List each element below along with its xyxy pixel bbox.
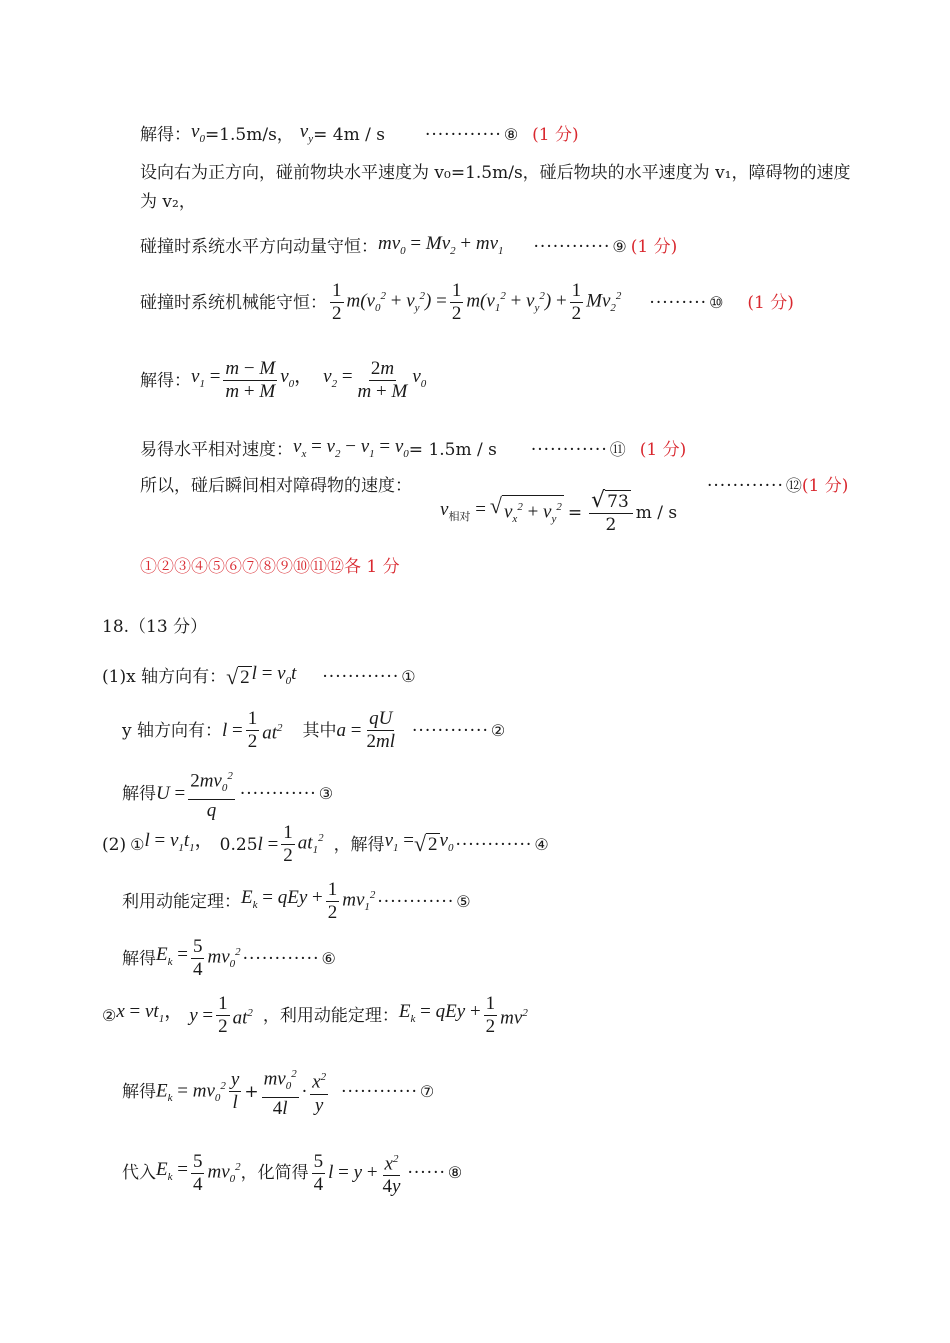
eq-at2: $at^2$	[232, 1006, 253, 1029]
eq-v1: $v_1$ =	[191, 366, 221, 390]
kinetic-line1	[122, 879, 471, 924]
fraction-mv0-4l: $\frac{mv_0^2}{4l}$	[262, 1063, 299, 1120]
marker-7: ⑦	[419, 1081, 435, 1101]
marker-3: ③	[318, 783, 334, 803]
eq-y: y =	[189, 1004, 214, 1026]
score-9: (1 分)	[630, 237, 678, 258]
score-12: (1 分)	[801, 476, 849, 496]
label-instant: 所以，碰后瞬间相对障碍物的速度：	[140, 476, 412, 496]
eq-x: $l = v_0t$	[251, 663, 297, 687]
eq-Ek: $E_k$ =	[156, 1158, 188, 1183]
solution-line-8	[140, 121, 579, 150]
fraction-qU: $\frac{qU}{2ml}$	[366, 708, 396, 752]
leader-dots: ············	[455, 834, 533, 855]
marker-8: ⑧	[503, 125, 519, 145]
part2-line2	[102, 993, 528, 1038]
label-huajiande: ，化简得	[240, 1163, 309, 1184]
fraction-y-l: $\frac{y}{l}$	[230, 1069, 240, 1114]
fraction-U: $\frac{2mv_0^2}{q}$	[188, 765, 235, 822]
leader-dots: ············	[377, 891, 455, 912]
sub-marker-2: ②	[102, 1005, 117, 1025]
eq-mv2: $mv^2$	[500, 1006, 528, 1029]
fraction-half: $\frac{1}{2}$	[485, 993, 496, 1037]
instant-velocity-eq: $v_{相对}$ = √ $v_x^2 + v_y^2$ = √ 73 2 m / s	[440, 488, 678, 535]
eq-energy-mid: $m(v_1^2 + v_y^2)$ +	[466, 290, 567, 315]
label-energy: 碰撞时系统机械能守恒：	[140, 292, 327, 313]
marker-1: ①	[401, 667, 416, 687]
label-jiede: 解得：	[140, 125, 191, 146]
eq-Ek: $E_k$ = qEy +	[241, 887, 323, 911]
label-kinetic2: ，利用动能定理：	[262, 1005, 399, 1026]
label-jiede-comma: ，解得	[333, 834, 385, 855]
leader-dots: ·········	[649, 292, 708, 313]
eq-v2: $v_2$ =	[323, 366, 353, 390]
momentum-line	[140, 233, 677, 262]
fraction-half: $\frac{1}{2}$	[451, 280, 462, 324]
eq-v0-value: =1.5m/s，	[204, 125, 294, 146]
solve-Ek-general-line: 解得 $E_k = mv_0^2$ $\frac{y}{l}$ + $\frac{mv_0^2}{4l}$ · $\frac{x^2}{y}$ ············ ⑦	[122, 1063, 434, 1120]
marker-8: ⑧	[447, 1163, 463, 1183]
instant-score	[705, 475, 848, 497]
question-18-title: 18.（13 分）	[102, 617, 208, 637]
setup-paragraph: 设向右为正方向，碰前物块水平速度为 v₀=1.5m/s，碰后物块的水平速度为 v₁，障碍物的速度为 v₂，	[140, 163, 851, 212]
fraction-half: $\frac{1}{2}$	[247, 708, 258, 752]
substitute-line	[122, 1148, 462, 1198]
fraction-v1: $\frac{m - M}{m + M}$	[225, 358, 276, 402]
marker-9: ⑨	[612, 237, 627, 257]
leader-dots: ············	[412, 720, 489, 741]
sub-marker-1: ①	[130, 834, 145, 854]
leader-dots: ············	[530, 440, 608, 461]
fraction-5-4: $\frac{5}{4}$	[192, 1150, 203, 1195]
fraction-half: $\frac{1}{2}$	[283, 822, 293, 866]
num-025: 0.25	[219, 834, 258, 855]
leader-dots: ············	[341, 1081, 418, 1102]
eq-025l: l =	[257, 833, 279, 855]
label-jiede: 解得：	[140, 370, 191, 391]
label-part1: (1)	[102, 667, 127, 688]
marker-5: ⑤	[456, 891, 471, 911]
label-part2: (2)	[102, 834, 127, 855]
fraction-v2: $\frac{2m}{m + M}$	[357, 358, 408, 402]
eq-U: U =	[156, 782, 186, 804]
eq-vrel: $v_{相对}$ =	[440, 498, 486, 523]
leader-dots: ············	[424, 125, 502, 146]
part1-x-line	[102, 663, 416, 692]
sqrt-vx-vy: √ $v_x^2 + v_y^2$	[490, 495, 564, 530]
label-kinetic: 利用动能定理：	[122, 891, 241, 912]
label-jiede: 解得	[122, 1081, 156, 1102]
fraction-5-4: $\frac{5}{4}$	[192, 936, 203, 980]
eq-v0-factor: $v_0$，	[280, 366, 314, 390]
label-momentum: 碰撞时系统水平方向动量守恒：	[140, 237, 378, 258]
relative-velocity-line	[140, 436, 686, 465]
part2-line1	[102, 822, 549, 867]
eq-vx-value: = 1.5m / s	[408, 440, 497, 461]
eq-mv0: $mv_0^2$	[207, 1161, 241, 1186]
leader-dots: ············	[242, 948, 320, 969]
eq-energy-left: $m(v_0^2 + v_y^2)$ =	[346, 290, 447, 315]
fraction-5-4: $\frac{5}{4}$	[313, 1150, 324, 1195]
eq-l-y: l = y +	[328, 1162, 378, 1184]
instant-velocity-label-line	[140, 475, 412, 497]
marker-11: ⑪	[609, 440, 626, 460]
score-8: (1 分)	[532, 125, 579, 146]
label-relvel: 易得水平相对速度：	[140, 440, 293, 461]
eq-v1: $v_1$ =	[384, 830, 414, 854]
fraction-x2-4y: $\frac{x^2}{4y}$	[381, 1148, 403, 1198]
fraction-half: $\frac{1}{2}$	[218, 993, 228, 1037]
eq-Ek: $E_k$ = qEy +	[398, 1001, 481, 1025]
fraction-half: $\frac{1}{2}$	[327, 879, 338, 923]
eq-l: l =	[222, 719, 243, 741]
unit-ms: m / s	[635, 503, 678, 523]
fraction-sqrt73: √ 73 2	[589, 490, 633, 536]
score-summary: ①②③④⑤⑥⑦⑧⑨⑩⑪⑫各 1 分	[140, 557, 400, 577]
eq-v0: $v_0$	[439, 830, 454, 854]
label-qizhong: 其中	[302, 720, 337, 741]
marker-4: ④	[534, 834, 549, 854]
eq-v0-factor: $v_0$	[412, 366, 427, 390]
leader-dots: ············	[533, 237, 611, 258]
score-10: (1 分)	[747, 292, 794, 313]
eq-Ek: $E_k = mv_0^2$	[156, 1079, 226, 1104]
eq-Ek: $E_k$ =	[156, 944, 188, 968]
eq-mv1: $mv_1^2$	[342, 889, 376, 914]
leader-dots: ············	[322, 667, 400, 688]
eq-momentum: $mv_0 = Mv_2 + mv_1$	[378, 233, 504, 257]
eq-sqrt2: √ 2	[413, 831, 438, 856]
eq-v0: $v_0$	[191, 121, 205, 145]
marker-6: ⑥	[321, 948, 336, 968]
fraction-half: $\frac{1}{2}$	[332, 280, 342, 324]
solve-U-line	[122, 765, 333, 822]
solve-v1-v2-line	[140, 358, 426, 403]
fraction-x2-y: $\frac{x^2}{y}$	[310, 1066, 328, 1116]
label-x-axis: x 轴方向有：	[126, 667, 227, 688]
label-jiede: 解得	[122, 783, 156, 804]
eq-at1: $at_1^2$	[297, 832, 324, 857]
eq-vy-value: = 4m / s	[313, 125, 385, 146]
score-11: (1 分)	[639, 440, 687, 461]
eq-x-vt: $x = vt_1$，	[116, 1001, 184, 1025]
label-jiede: 解得	[122, 948, 156, 969]
eq-a: a =	[336, 719, 362, 741]
eq-vx: $v_x = v_2 - v_1 = v_0$	[293, 436, 409, 460]
eq-l-v1t1: $l = v_1t_1$，	[144, 830, 214, 854]
leader-dots: ············	[239, 783, 317, 804]
eq-vy: $v_y$	[299, 121, 314, 145]
energy-line	[140, 280, 794, 325]
part1-y-line	[122, 708, 505, 753]
eq-at2: $at^2$	[262, 721, 283, 744]
marker-2: ②	[490, 720, 506, 740]
leader-dots: ············	[707, 476, 784, 496]
eq-energy-right: $Mv_2^2$	[586, 290, 622, 315]
eq-mv0: $mv_0^2$	[207, 946, 241, 971]
label-y-axis: y 轴方向有：	[122, 720, 223, 741]
marker-10: ⑩	[709, 292, 724, 312]
fraction-half: $\frac{1}{2}$	[571, 280, 582, 324]
marker-12: ⑫	[785, 476, 802, 495]
leader-dots: ······	[407, 1163, 446, 1184]
solve-Ek-line	[122, 936, 336, 981]
eq-sqrt2: √ 2	[226, 663, 250, 689]
label-dairu: 代入	[122, 1163, 156, 1184]
